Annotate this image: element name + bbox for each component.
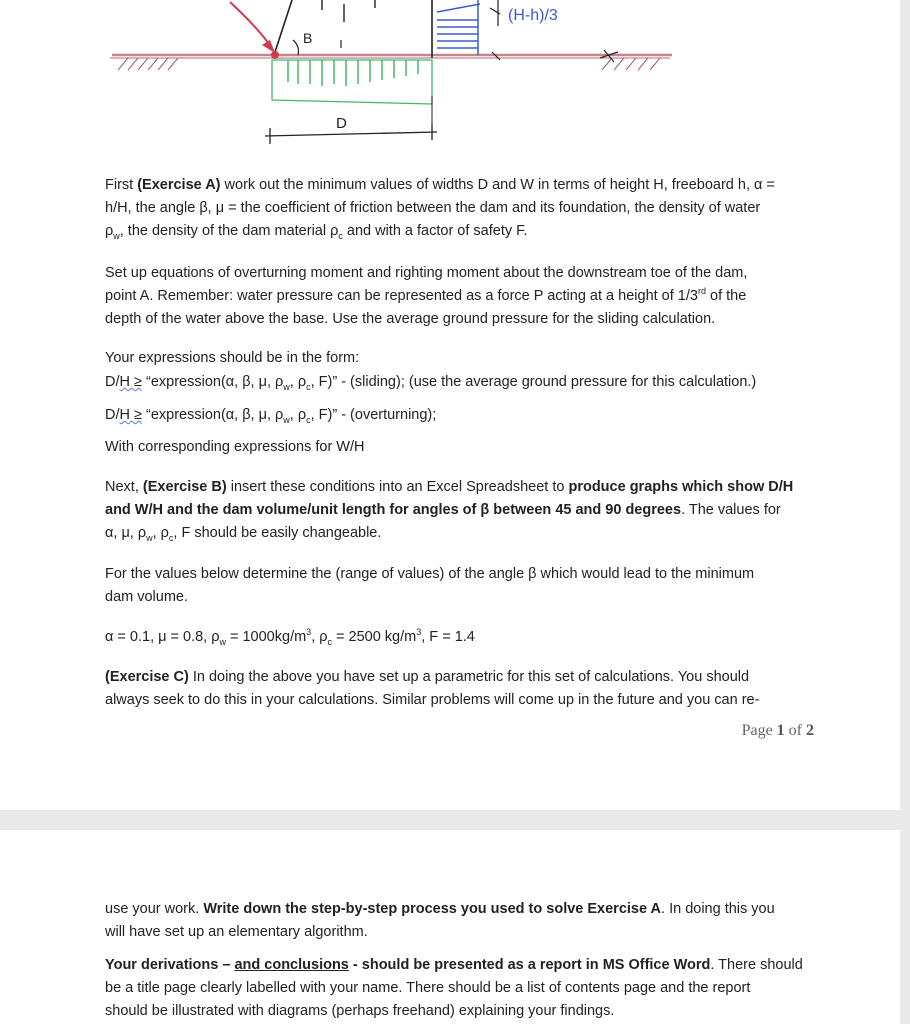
report-paragraph: Your derivations – and conclusions - should be presented as a report in MS Office Word. There should be a title page clearly labelled with your name. There should be a list of contents page and the report should be illustrated with diagrams (perhaps freehand) explaining your findings. [105,957,803,1019]
ground-hatch-right [602,58,660,70]
range-paragraph: For the values below determine the (range of values) of the angle β which would lead to the minimum dam volume. [105,566,755,605]
exercise-c-paragraph: (Exercise C) In doing the above you have set up a parametric for this set of calculations. You should always seek to do this in your calculations. Similar problems will come up in the future and you can re- [105,669,760,708]
continuation-paragraph: use your work. Write down the step-by-step process you used to solve Exercise A. In doing this you will have set up an elementary algorithm. [105,901,775,940]
width-dimension [265,132,437,136]
angle-label: B [303,30,313,46]
force-arrow [230,2,272,48]
values-paragraph: α = 0.1, μ = 0.8, $\rho_w = 1000kg/m^3$, $\rho_c = 2500$ $kg/m^3$, F = 1.4 [105,627,475,647]
exercise-b-paragraph: Next, (Exercise B) insert these conditions into an Excel Spreadsheet to produce graphs which show D/H and W/H and the dam volume/unit length for angles of β between 45 and 90 degrees. The values for α, μ, $\rho_w$, $\rho_c$, F should be easily changeable. [105,479,794,543]
width-label: D [336,115,347,132]
ground-hatch-left [118,58,178,70]
expression-overturning: D/H ≥ “expression(α, β, μ, $\rho_w$, $\rho_c$, F)” - (overturning); [105,407,437,425]
expressions-intro: Your expressions should be in the form: [105,350,360,366]
exercise-a-paragraph: First (Exercise A) work out the minimum values of widths D and W in terms of height H, freeboard h, α = h/H, the angle β, μ = the coefficient of friction between the dam and its foundation, the density of water $\rho_w$, the density of the dam material $\rho_c$ and with a factor of safety F. [105,177,775,241]
dam-face [275,0,292,52]
foundation-pressure [272,60,432,104]
page-number: Page 1 of 2 [741,722,814,739]
dam-sketch [0,0,900,160]
height-label: (H-h)/3 [508,7,558,24]
document-page-2 [0,830,900,1024]
setup-paragraph: Set up equations of overturning moment and righting moment about the downstream toe of the dam, point A. Remember: water pressure can be represented as a force P acting at a height of 1/3rd of the depth of the water above the base. Use the average ground pressure for the sliding calculation. [105,265,748,327]
expressions-wh: With corresponding expressions for W/H [105,439,365,455]
water-pressure [437,0,480,55]
expression-sliding: D/H ≥ “expression(α, β, μ, $\rho_w$, $\rho_c$, F)” - (sliding); (use the average ground pressure for this calculation.) [105,374,757,392]
